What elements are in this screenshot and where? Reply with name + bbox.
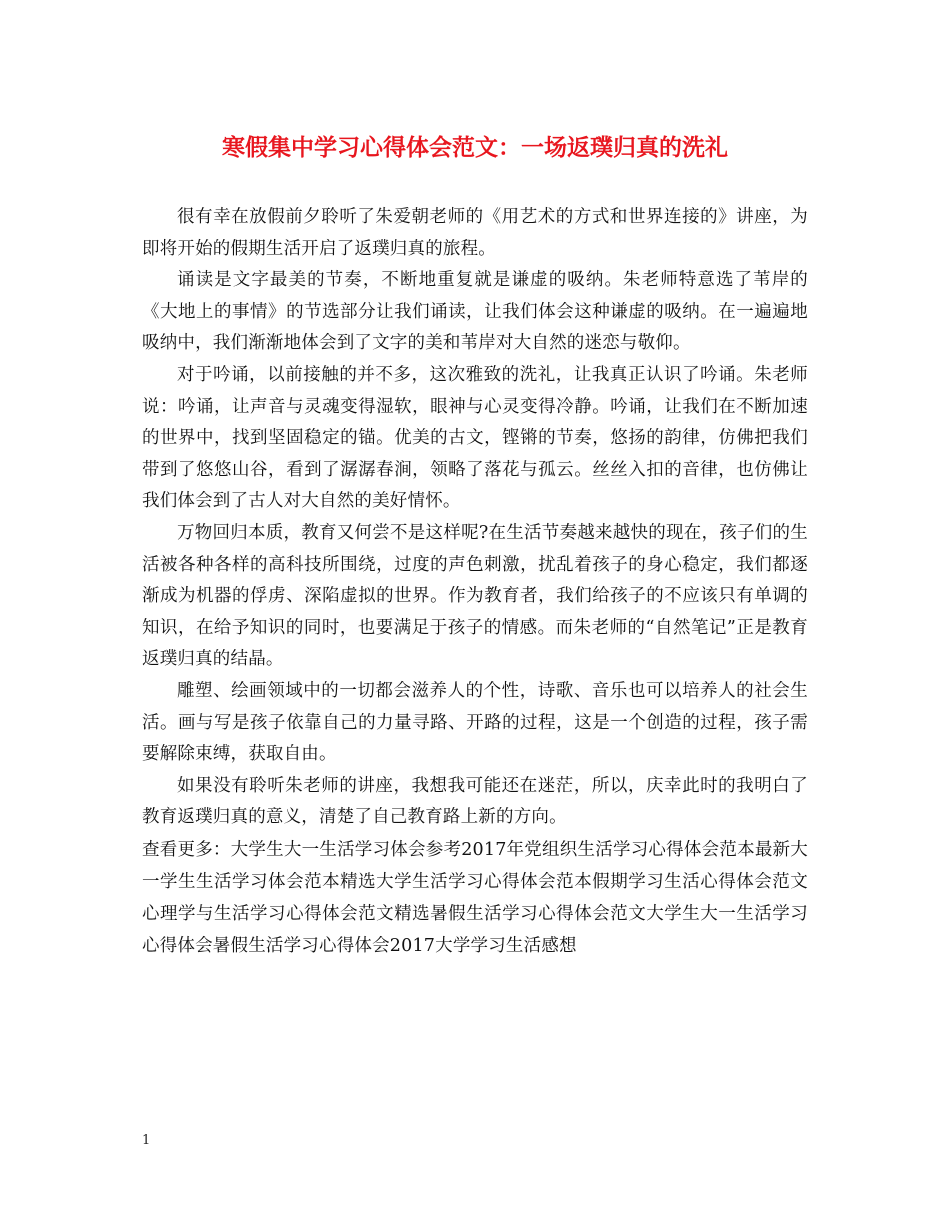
paragraph-5: 雕塑、绘画领域中的一切都会滋养人的个性，诗歌、音乐也可以培养人的社会生活。画与写是孩子依靠自己的力量寻路、开路的过程，这是一个创造的过程，孩子需要解除束缚，获取自由。: [142, 680, 808, 765]
paragraph-6: 如果没有聆听朱老师的讲座，我想我可能还在迷茫，所以，庆幸此时的我明白了教育返璞归真的意义，清楚了自己教育路上新的方向。: [142, 775, 808, 828]
page-number: 1: [142, 1133, 151, 1148]
paragraph-1: 很有幸在放假前夕聆听了朱爱朝老师的《用艺术的方式和世界连接的》讲座，为即将开始的假期生活开启了返璞归真的旅程。: [142, 207, 808, 259]
document-title: 寒假集中学习心得体会范文：一场返璞归真的洗礼: [222, 134, 728, 161]
document-body: [142, 202, 808, 962]
paragraph-3: 对于吟诵，以前接触的并不多，这次雅致的洗礼，让我真正认识了吟诵。朱老师说：吟诵，让声音与灵魂变得湿软，眼神与心灵变得冷静。吟诵，让我们在不断加速的世界中，找到坚固稳定的锚。优美的古文，铿锵的节奏，悠扬的韵律，仿佛把我们带到了悠悠山谷，看到了潺潺春涧，领略了落花与孤云。丝丝入扣的音律，也仿佛让我们体会到了古人对大自然的美好情怀。: [142, 364, 808, 512]
more-links: 查看更多：大学生大一生活学习体会参考2017年党组织生活学习心得体会范本最新大一学生生活学习体会范本精选大学生活学习心得体会范本假期学习生活心得体会范文心理学与生活学习心得体会范文精选暑假生活学习心得体会范文大学生大一生活学习心得体会暑假生活学习心得体会2017大学学习生活感想: [142, 839, 808, 956]
paragraph-2: 诵读是文字最美的节奏，不断地重复就是谦虚的吸纳。朱老师特意选了苇岸的《大地上的事情》的节选部分让我们诵读，让我们体会这种谦虚的吸纳。在一遍遍地吸纳中，我们渐渐地体会到了文字的美和苇岸对大自然的迷恋与敬仰。: [142, 270, 808, 354]
paragraph-4: 万物回归本质，教育又何尝不是这样呢?在生活节奏越来越快的现在，孩子们的生活被各种各样的高科技所围绕，过度的声色刺激，扰乱着孩子的身心稳定，我们都逐渐成为机器的俘虏、深陷虚拟的世界。作为教育者，我们给孩子的不应该只有单调的知识，在给予知识的同时，也要满足于孩子的情感。而朱老师的“自然笔记”正是教育返璞归真的结晶。: [142, 522, 808, 670]
